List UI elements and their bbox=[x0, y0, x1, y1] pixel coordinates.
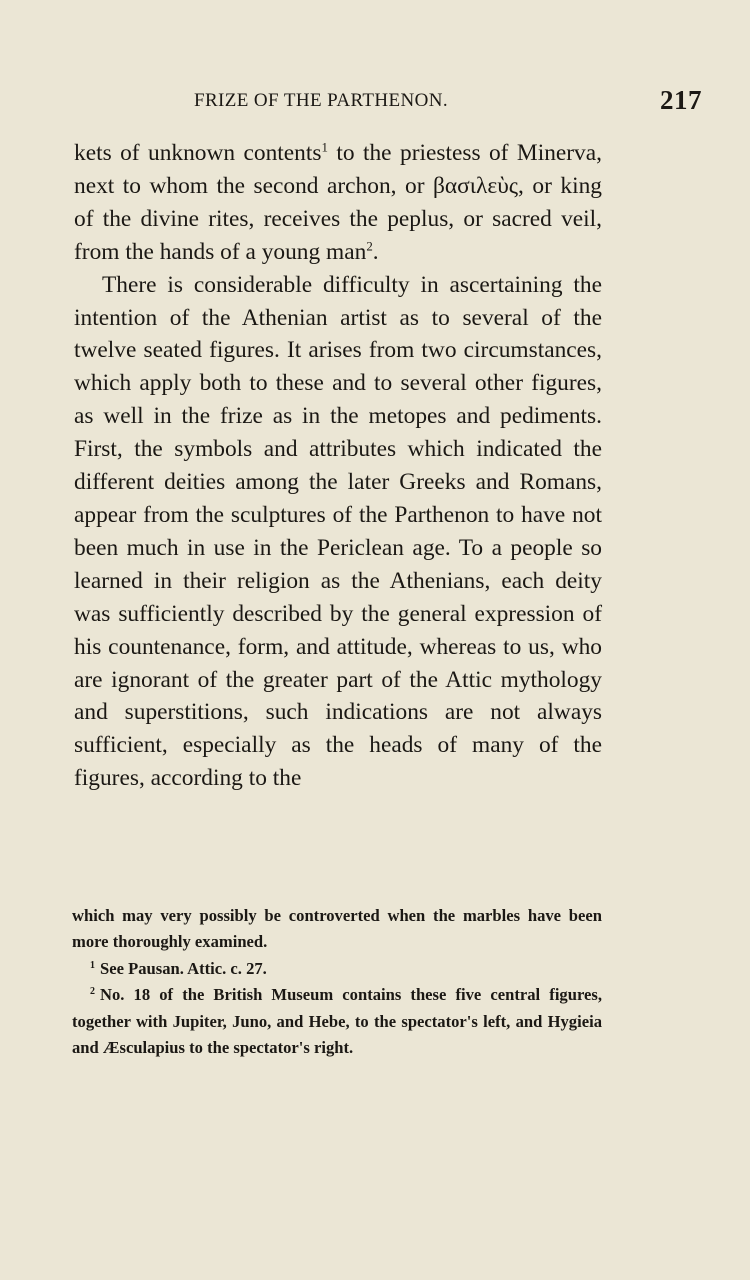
footnote-1 bbox=[72, 956, 602, 982]
paragraph-text-end: . bbox=[372, 238, 379, 265]
footnote-marker: 1 bbox=[90, 959, 95, 971]
footnotes bbox=[72, 903, 602, 1061]
footnote-ref-1: 1 bbox=[321, 140, 328, 155]
footnote-text: No. 18 of the British Museum contains these five central figures, together with Jupiter, Juno, and Hebe, to the spectator's left, and Hygieia and Æsculapius to the spectator's right. bbox=[72, 985, 602, 1058]
paragraph-text-middle: to the priestess of Minerva, next to whom the second archon, or βασιλεὺς, or king of the divine rites, receives the peplus, or sacred veil, from the hands of a young man bbox=[74, 140, 602, 265]
footnote-text: See Pausan. Attic. c. 27. bbox=[99, 958, 267, 978]
footnote-marker: 2 bbox=[90, 986, 95, 998]
main-text bbox=[74, 137, 602, 795]
footnote-2 bbox=[72, 982, 602, 1061]
running-title: FRIZE OF THE PARTHENON. bbox=[194, 90, 449, 111]
footnote-ref-2: 2 bbox=[366, 239, 373, 254]
paragraph-continued bbox=[74, 137, 602, 269]
paragraph-seated-figures: There is considerable difficulty in ascertaining the intention of the Athenian artist as to several of the twelve seated figures. It arises from two circumstances, which apply both to these and to several other figures, as well in the frize as in the metopes and pediments. First, the symbols and attributes which indicated the different deities among the later Greeks and Romans, appear from the sculptures of the Parthenon to have not been much in use in the Periclean age. To a people so learned in their religion as the Athenians, each deity was sufficiently described by the general expression of his countenance, form, and attitude, whereas to us, who are ignorant of the greater part of the Attic mythology and superstitions, such indications are not always sufficient, especially as the heads of many of the figures, according to the bbox=[74, 271, 602, 792]
footnote-continuation: which may very possibly be controverted when the marbles have been more thoroughly examined. bbox=[72, 906, 602, 952]
running-head bbox=[72, 85, 702, 116]
paragraph-text-start: kets of unknown contents bbox=[74, 140, 322, 166]
page-number: 217 bbox=[660, 85, 702, 115]
